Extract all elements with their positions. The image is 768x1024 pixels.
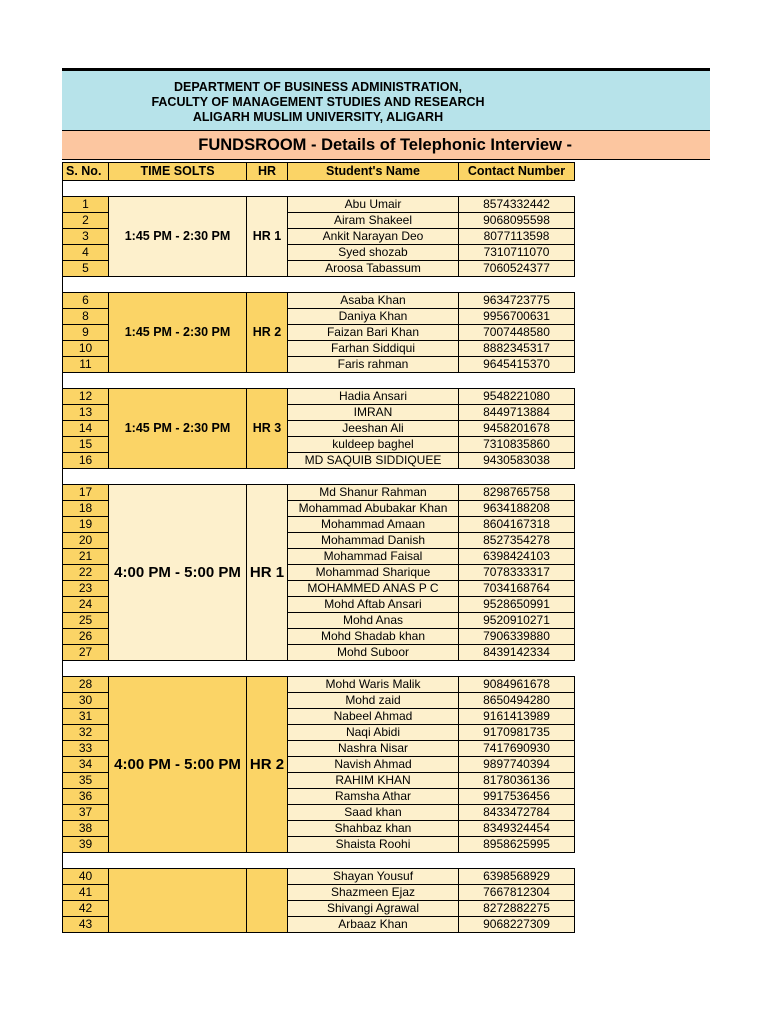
serial-number-cell: 18: [63, 501, 109, 517]
hr-panel-cell: HR 1: [247, 197, 288, 277]
student-name-cell: Mohammad Sharique: [288, 565, 459, 581]
spacer-cell: [63, 181, 109, 197]
table-row: [63, 293, 575, 309]
contact-number-cell: 8349324454: [459, 821, 575, 837]
spacer-cell: [109, 661, 247, 677]
student-name-cell: Shayan Yousuf: [288, 869, 459, 885]
department-heading: [62, 71, 574, 133]
col-header-time-slots: TIME SOLTS: [109, 163, 247, 181]
contact-number-cell: 9068227309: [459, 917, 575, 933]
serial-number-cell: 5: [63, 261, 109, 277]
contact-number-cell: 8574332442: [459, 197, 575, 213]
serial-number-cell: 33: [63, 741, 109, 757]
serial-number-cell: 8: [63, 309, 109, 325]
spacer-cell: [109, 373, 247, 389]
student-name-cell: Nashra Nisar: [288, 741, 459, 757]
student-name-cell: Mohd Waris Malik: [288, 677, 459, 693]
student-name-cell: Mohd Suboor: [288, 645, 459, 661]
title-band: [62, 130, 710, 160]
student-name-cell: Mohammad Amaan: [288, 517, 459, 533]
time-slot-cell: 1:45 PM - 2:30 PM: [109, 389, 247, 469]
sheet-title-text: FUNDSROOM - Details of Telephonic Interview -: [198, 136, 572, 154]
contact-number-cell: 8604167318: [459, 517, 575, 533]
col-header-sno: S. No.: [63, 163, 109, 181]
spacer-cell: [459, 373, 575, 389]
spacer-cell: [288, 373, 459, 389]
serial-number-cell: 27: [63, 645, 109, 661]
contact-number-cell: 6398424103: [459, 549, 575, 565]
student-name-cell: Shaista Roohi: [288, 837, 459, 853]
hr-panel-cell: [247, 869, 288, 933]
table-row: [63, 869, 575, 885]
spacer-cell: [459, 469, 575, 485]
serial-number-cell: 6: [63, 293, 109, 309]
contact-number-cell: 9068095598: [459, 213, 575, 229]
spacer-cell: [247, 661, 288, 677]
serial-number-cell: 30: [63, 693, 109, 709]
serial-number-cell: 24: [63, 597, 109, 613]
contact-number-cell: 6398568929: [459, 869, 575, 885]
spacer-cell: [459, 853, 575, 869]
table-row: [63, 677, 575, 693]
contact-number-cell: 8958625995: [459, 837, 575, 853]
contact-number-cell: 7906339880: [459, 629, 575, 645]
contact-number-cell: 9548221080: [459, 389, 575, 405]
student-name-cell: Mohammad Danish: [288, 533, 459, 549]
serial-number-cell: 26: [63, 629, 109, 645]
serial-number-cell: 35: [63, 773, 109, 789]
student-name-cell: kuldeep baghel: [288, 437, 459, 453]
serial-number-cell: 21: [63, 549, 109, 565]
contact-number-cell: 8439142334: [459, 645, 575, 661]
spacer-cell: [247, 181, 288, 197]
col-header-hr: HR: [247, 163, 288, 181]
table-row: [63, 485, 575, 501]
student-name-cell: RAHIM KHAN: [288, 773, 459, 789]
spacer-cell: [459, 277, 575, 293]
spacer-cell: [288, 277, 459, 293]
serial-number-cell: 42: [63, 901, 109, 917]
contact-number-cell: 7078333317: [459, 565, 575, 581]
serial-number-cell: 19: [63, 517, 109, 533]
student-name-cell: Mohd zaid: [288, 693, 459, 709]
serial-number-cell: 4: [63, 245, 109, 261]
table-row: [63, 389, 575, 405]
serial-number-cell: 14: [63, 421, 109, 437]
contact-number-cell: 8433472784: [459, 805, 575, 821]
contact-number-cell: 7667812304: [459, 885, 575, 901]
student-name-cell: Faizan Bari Khan: [288, 325, 459, 341]
time-slot-cell: [109, 869, 247, 933]
serial-number-cell: 9: [63, 325, 109, 341]
contact-number-cell: 7034168764: [459, 581, 575, 597]
student-name-cell: Md Shanur Rahman: [288, 485, 459, 501]
student-name-cell: Shahbaz khan: [288, 821, 459, 837]
student-name-cell: Mohd Shadab khan: [288, 629, 459, 645]
time-slot-cell: 4:00 PM - 5:00 PM: [109, 677, 247, 853]
spacer-cell: [63, 469, 109, 485]
student-name-cell: IMRAN: [288, 405, 459, 421]
student-name-cell: Farhan Siddiqui: [288, 341, 459, 357]
time-slot-cell: 1:45 PM - 2:30 PM: [109, 197, 247, 277]
serial-number-cell: 13: [63, 405, 109, 421]
student-name-cell: Navish Ahmad: [288, 757, 459, 773]
contact-number-cell: 9528650991: [459, 597, 575, 613]
contact-number-cell: 9956700631: [459, 309, 575, 325]
serial-number-cell: 22: [63, 565, 109, 581]
contact-number-cell: 8178036136: [459, 773, 575, 789]
interview-table: [62, 162, 575, 933]
time-slot-cell: 1:45 PM - 2:30 PM: [109, 293, 247, 373]
sheet-title: [62, 131, 574, 159]
serial-number-cell: 38: [63, 821, 109, 837]
student-name-cell: Daniya Khan: [288, 309, 459, 325]
hr-panel-cell: HR 2: [247, 677, 288, 853]
spacer-cell: [63, 277, 109, 293]
hr-panel-cell: HR 2: [247, 293, 288, 373]
contact-number-cell: 8650494280: [459, 693, 575, 709]
spacer-cell: [459, 181, 575, 197]
student-name-cell: Mohammad Faisal: [288, 549, 459, 565]
contact-number-cell: 9084961678: [459, 677, 575, 693]
hr-panel-cell: HR 3: [247, 389, 288, 469]
spacer-cell: [109, 277, 247, 293]
serial-number-cell: 11: [63, 357, 109, 373]
student-name-cell: Arbaaz Khan: [288, 917, 459, 933]
table-header-row: [63, 163, 575, 181]
time-slot-cell: 4:00 PM - 5:00 PM: [109, 485, 247, 661]
spacer-row: [63, 373, 575, 389]
spacer-row: [63, 277, 575, 293]
serial-number-cell: 39: [63, 837, 109, 853]
table-body: [63, 181, 575, 933]
serial-number-cell: 2: [63, 213, 109, 229]
serial-number-cell: 12: [63, 389, 109, 405]
spacer-cell: [288, 661, 459, 677]
contact-number-cell: 8449713884: [459, 405, 575, 421]
serial-number-cell: 28: [63, 677, 109, 693]
spacer-row: [63, 469, 575, 485]
contact-number-cell: 8527354278: [459, 533, 575, 549]
spacer-row: [63, 853, 575, 869]
serial-number-cell: 32: [63, 725, 109, 741]
contact-number-cell: 8077113598: [459, 229, 575, 245]
contact-number-cell: 9458201678: [459, 421, 575, 437]
col-header-contact-number: Contact Number: [459, 163, 575, 181]
student-name-cell: Jeeshan Ali: [288, 421, 459, 437]
contact-number-cell: 9520910271: [459, 613, 575, 629]
contact-number-cell: 9917536456: [459, 789, 575, 805]
spacer-cell: [247, 469, 288, 485]
serial-number-cell: 16: [63, 453, 109, 469]
student-name-cell: Asaba Khan: [288, 293, 459, 309]
contact-number-cell: 7310835860: [459, 437, 575, 453]
heading-line-3: ALIGARH MUSLIM UNIVERSITY, ALIGARH: [192, 109, 444, 124]
serial-number-cell: 1: [63, 197, 109, 213]
student-name-cell: Mohd Anas: [288, 613, 459, 629]
student-name-cell: Abu Umair: [288, 197, 459, 213]
serial-number-cell: 20: [63, 533, 109, 549]
spacer-cell: [63, 661, 109, 677]
spacer-cell: [63, 373, 109, 389]
spacer-cell: [109, 853, 247, 869]
student-name-cell: Shazmeen Ejaz: [288, 885, 459, 901]
contact-number-cell: 7310711070: [459, 245, 575, 261]
contact-number-cell: 8272882275: [459, 901, 575, 917]
contact-number-cell: 9645415370: [459, 357, 575, 373]
serial-number-cell: 31: [63, 709, 109, 725]
student-name-cell: MD SAQUIB SIDDIQUEE: [288, 453, 459, 469]
serial-number-cell: 15: [63, 437, 109, 453]
spacer-cell: [63, 853, 109, 869]
contact-number-cell: 9161413989: [459, 709, 575, 725]
student-name-cell: Ramsha Athar: [288, 789, 459, 805]
serial-number-cell: 10: [63, 341, 109, 357]
contact-number-cell: 9634188208: [459, 501, 575, 517]
spacer-cell: [247, 373, 288, 389]
serial-number-cell: 43: [63, 917, 109, 933]
serial-number-cell: 23: [63, 581, 109, 597]
spacer-cell: [109, 181, 247, 197]
col-header-student-name: Student's Name: [288, 163, 459, 181]
student-name-cell: Hadia Ansari: [288, 389, 459, 405]
student-name-cell: Faris rahman: [288, 357, 459, 373]
contact-number-cell: 9170981735: [459, 725, 575, 741]
serial-number-cell: 34: [63, 757, 109, 773]
student-name-cell: MOHAMMED ANAS P C: [288, 581, 459, 597]
contact-number-cell: 9430583038: [459, 453, 575, 469]
student-name-cell: Mohd Aftab Ansari: [288, 597, 459, 613]
contact-number-cell: 7060524377: [459, 261, 575, 277]
heading-line-1: DEPARTMENT OF BUSINESS ADMINISTRATION,: [174, 79, 462, 94]
student-name-cell: Saad khan: [288, 805, 459, 821]
spacer-cell: [459, 661, 575, 677]
heading-line-2: FACULTY OF MANAGEMENT STUDIES AND RESEARCH: [151, 94, 485, 109]
contact-number-cell: 9634723775: [459, 293, 575, 309]
header-band: [62, 68, 710, 130]
student-name-cell: Shivangi Agrawal: [288, 901, 459, 917]
spacer-cell: [109, 469, 247, 485]
contact-number-cell: 9897740394: [459, 757, 575, 773]
serial-number-cell: 41: [63, 885, 109, 901]
student-name-cell: Ankit Narayan Deo: [288, 229, 459, 245]
spacer-cell: [247, 853, 288, 869]
spacer-cell: [288, 853, 459, 869]
spacer-cell: [288, 181, 459, 197]
serial-number-cell: 36: [63, 789, 109, 805]
spacer-cell: [247, 277, 288, 293]
serial-number-cell: 37: [63, 805, 109, 821]
serial-number-cell: 25: [63, 613, 109, 629]
student-name-cell: Mohammad Abubakar Khan: [288, 501, 459, 517]
table-row: [63, 197, 575, 213]
spacer-cell: [288, 469, 459, 485]
spacer-row: [63, 181, 575, 197]
serial-number-cell: 17: [63, 485, 109, 501]
serial-number-cell: 40: [63, 869, 109, 885]
student-name-cell: Nabeel Ahmad: [288, 709, 459, 725]
contact-number-cell: 7417690930: [459, 741, 575, 757]
student-name-cell: Aroosa Tabassum: [288, 261, 459, 277]
student-name-cell: Naqi Abidi: [288, 725, 459, 741]
contact-number-cell: 8298765758: [459, 485, 575, 501]
contact-number-cell: 8882345317: [459, 341, 575, 357]
contact-number-cell: 7007448580: [459, 325, 575, 341]
serial-number-cell: 3: [63, 229, 109, 245]
student-name-cell: Syed shozab: [288, 245, 459, 261]
student-name-cell: Airam Shakeel: [288, 213, 459, 229]
hr-panel-cell: HR 1: [247, 485, 288, 661]
spacer-row: [63, 661, 575, 677]
